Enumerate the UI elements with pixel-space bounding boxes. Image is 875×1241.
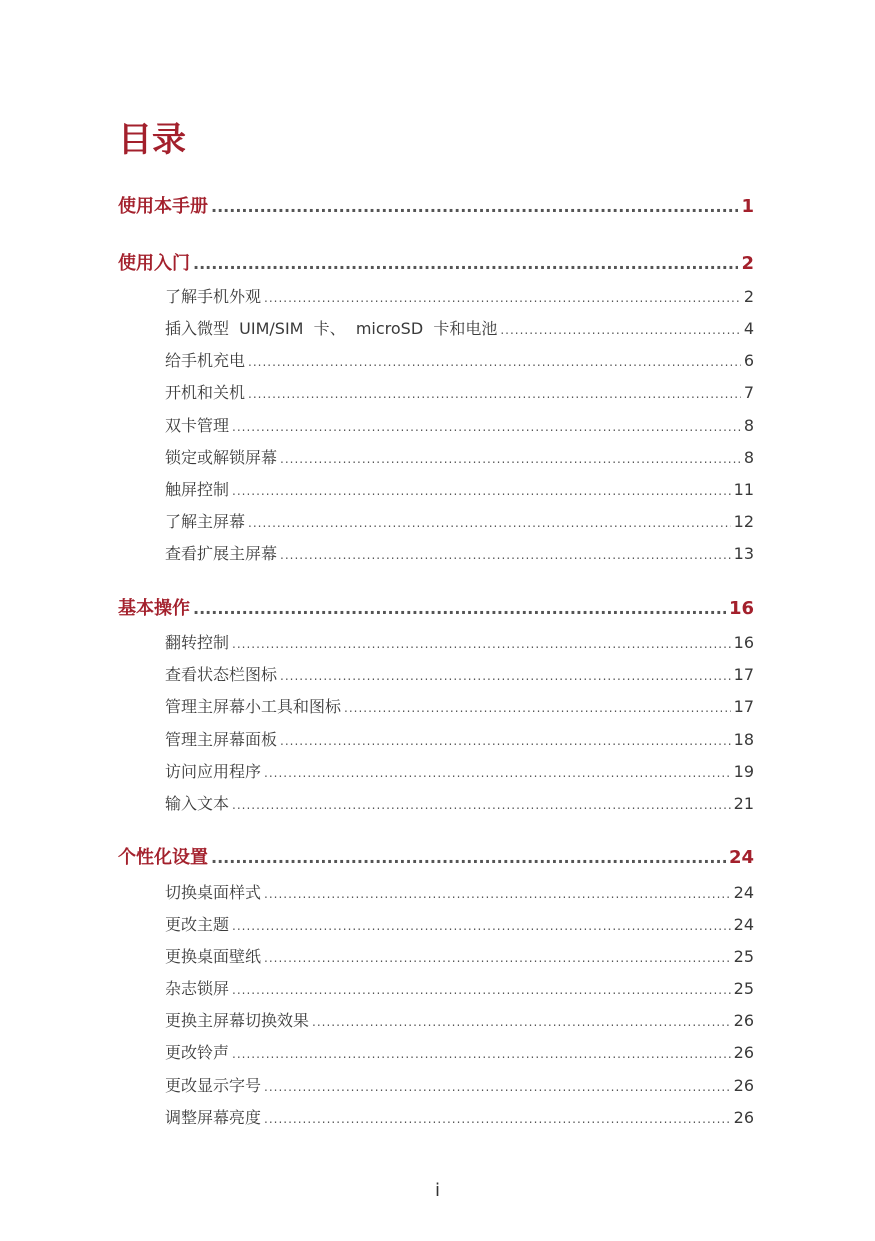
toc-leader-dots [264, 287, 741, 309]
toc-section-entry[interactable] [165, 1107, 754, 1129]
toc-section-entry[interactable] [165, 318, 754, 340]
toc-page-number: 24 [728, 847, 754, 868]
toc-section-title: 查看状态栏图标 [165, 665, 278, 684]
toc-leader-dots [211, 194, 738, 220]
toc-leader-dots [280, 544, 731, 566]
toc-section-title: 查看扩展主屏幕 [165, 544, 278, 563]
toc-section-entry[interactable] [165, 761, 754, 783]
toc-leader-dots [264, 947, 731, 969]
toc-section-entry[interactable] [165, 447, 754, 469]
toc-section-entry[interactable] [165, 415, 754, 437]
toc-leader-dots [264, 762, 731, 784]
toc-section-title: 管理主屏幕面板 [165, 730, 278, 749]
toc-leader-dots [232, 979, 731, 1001]
toc-section-entry[interactable] [165, 382, 754, 404]
toc-leader-dots [264, 883, 731, 905]
toc-section-title: 访问应用程序 [165, 762, 262, 781]
toc-section-entry[interactable] [165, 1075, 754, 1097]
toc-page-number: 16 [733, 633, 754, 652]
toc-page-number: 26 [733, 1011, 754, 1030]
toc-section-title: 更改显示字号 [165, 1076, 262, 1095]
toc-leader-dots [193, 596, 726, 622]
toc-page-number: 8 [743, 416, 754, 435]
toc-section-title: 更改主题 [165, 915, 230, 934]
toc-page-number: 17 [733, 665, 754, 684]
toc-leader-dots [280, 448, 741, 470]
toc-section-title: 切换桌面样式 [165, 883, 262, 902]
toc-chapter-title: 使用本手册 [118, 196, 208, 217]
toc-page-number: 11 [733, 480, 754, 499]
toc-page-number: 18 [733, 730, 754, 749]
toc-page-number: 4 [743, 319, 754, 338]
page-title: 目录 [118, 120, 186, 160]
toc-page-number: 24 [733, 915, 754, 934]
toc-leader-dots [248, 383, 741, 405]
toc-section-title: 管理主屏幕小工具和图标 [165, 697, 342, 716]
toc-section-entry[interactable] [165, 946, 754, 968]
toc-section-title: 杂志锁屏 [165, 979, 230, 998]
toc-leader-dots [312, 1011, 731, 1033]
toc-leader-dots [280, 730, 731, 752]
toc-section-entry[interactable] [165, 632, 754, 654]
toc-leader-dots [211, 845, 726, 871]
toc-section-entry[interactable] [165, 882, 754, 904]
toc-section-entry[interactable] [165, 696, 754, 718]
toc-leader-dots [264, 1108, 731, 1130]
toc-page-number: 12 [733, 512, 754, 531]
toc-section-title: 锁定或解锁屏幕 [165, 448, 278, 467]
toc-page-number: 8 [743, 448, 754, 467]
page-number-footer: i [434, 1180, 440, 1201]
toc-section-entry[interactable] [165, 914, 754, 936]
toc-leader-dots [500, 319, 740, 341]
toc-leader-dots [280, 665, 731, 687]
toc-leader-dots [232, 915, 731, 937]
toc-section-title: 了解手机外观 [165, 287, 262, 306]
toc-leader-dots [232, 480, 731, 502]
toc-page-number: 2 [741, 253, 754, 274]
toc-section-entry[interactable] [165, 978, 754, 1000]
toc-section-entry[interactable] [165, 511, 754, 533]
toc-leader-dots [248, 351, 741, 373]
toc-page-number: 26 [733, 1043, 754, 1062]
toc-page-number: 25 [733, 947, 754, 966]
toc-leader-dots [232, 1043, 731, 1065]
toc-section-entry[interactable] [165, 543, 754, 565]
toc-section-title: 给手机充电 [165, 351, 246, 370]
toc-chapter-entry[interactable] [118, 845, 754, 871]
toc-section-title: 更换主屏幕切换效果 [165, 1011, 310, 1030]
toc-page-number: 26 [733, 1108, 754, 1127]
toc-section-title: 调整屏幕亮度 [165, 1108, 262, 1127]
toc-chapter-title: 个性化设置 [118, 847, 208, 868]
toc-section-entry[interactable] [165, 350, 754, 372]
toc-section-title: 翻转控制 [165, 633, 230, 652]
toc-leader-dots [232, 633, 731, 655]
toc-chapter-entry[interactable] [118, 596, 754, 622]
toc-leader-dots [248, 512, 731, 534]
toc-section-title: 输入文本 [165, 794, 230, 813]
toc-page-number: 19 [733, 762, 754, 781]
toc-section-entry[interactable] [165, 479, 754, 501]
toc-page-number: 2 [743, 287, 754, 306]
toc-chapter-title: 基本操作 [118, 598, 190, 619]
toc-page-number: 24 [733, 883, 754, 902]
toc-section-entry[interactable] [165, 793, 754, 815]
toc-section-title: 双卡管理 [165, 416, 230, 435]
toc-leader-dots [264, 1076, 731, 1098]
toc-leader-dots [344, 697, 731, 719]
toc-page-number: 1 [741, 196, 754, 217]
toc-section-entry[interactable] [165, 664, 754, 686]
toc-page-number: 13 [733, 544, 754, 563]
toc-chapter-entry[interactable] [118, 251, 754, 277]
toc-chapter-title: 使用入门 [118, 253, 190, 274]
toc-leader-dots [232, 794, 731, 816]
toc-page-number: 17 [733, 697, 754, 716]
toc-page-number: 16 [728, 598, 754, 619]
toc-section-entry[interactable] [165, 1042, 754, 1064]
toc-page-number: 6 [743, 351, 754, 370]
toc-section-entry[interactable] [165, 729, 754, 751]
toc-section-entry[interactable] [165, 286, 754, 308]
toc-leader-dots [193, 251, 738, 277]
toc-section-title: 更换桌面壁纸 [165, 947, 262, 966]
toc-section-title: 触屏控制 [165, 480, 230, 499]
toc-leader-dots [232, 416, 741, 438]
toc-page-number: 25 [733, 979, 754, 998]
toc-section-title: 更改铃声 [165, 1043, 230, 1062]
toc-section-title: 了解主屏幕 [165, 512, 246, 531]
toc-chapter-entry[interactable] [118, 194, 754, 220]
toc-page-number: 26 [733, 1076, 754, 1095]
toc-page-number: 7 [743, 383, 754, 402]
toc-page-number: 21 [733, 794, 754, 813]
toc-section-title: 插入微型 UIM/SIM 卡、 microSD 卡和电池 [165, 319, 498, 338]
toc-section-entry[interactable] [165, 1010, 754, 1032]
toc-section-title: 开机和关机 [165, 383, 246, 402]
